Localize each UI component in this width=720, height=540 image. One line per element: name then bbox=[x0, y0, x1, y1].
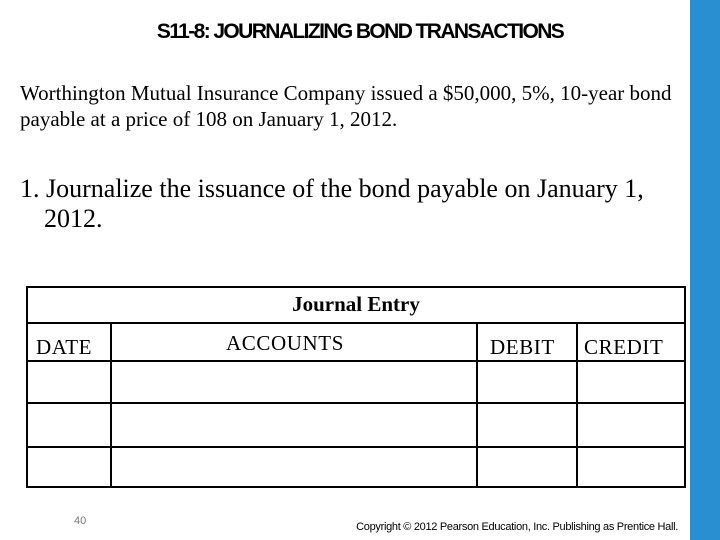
credit-cell[interactable] bbox=[578, 448, 684, 486]
date-cell[interactable] bbox=[28, 448, 110, 486]
date-cell[interactable] bbox=[28, 362, 110, 402]
journal-entry-table bbox=[26, 286, 686, 488]
table-row bbox=[28, 362, 684, 402]
column-header-accounts: ACCOUNTS bbox=[226, 331, 344, 355]
accent-side-bar bbox=[690, 0, 720, 540]
column-header-date: DATE bbox=[36, 335, 93, 359]
slide-title: S11-8: JOURNALIZING BOND TRANSACTIONS bbox=[156, 20, 564, 43]
column-header-credit: CREDIT bbox=[584, 335, 664, 359]
table-row bbox=[28, 404, 684, 446]
accounts-cell[interactable] bbox=[112, 362, 476, 402]
table-row bbox=[28, 448, 684, 486]
question-text: 1. Journalize the issuance of the bond payable on January 1, 2012. bbox=[20, 174, 644, 233]
credit-cell[interactable] bbox=[578, 404, 684, 446]
column-header-debit: DEBIT bbox=[490, 335, 555, 359]
debit-cell[interactable] bbox=[478, 448, 576, 486]
date-cell[interactable] bbox=[28, 404, 110, 446]
credit-cell[interactable] bbox=[578, 362, 684, 402]
accounts-cell[interactable] bbox=[112, 448, 476, 486]
debit-cell[interactable] bbox=[478, 362, 576, 402]
accounts-cell[interactable] bbox=[112, 404, 476, 446]
debit-cell[interactable] bbox=[478, 404, 576, 446]
copyright-notice: Copyright © 2012 Pearson Education, Inc. Publishing as Prentice Hall. bbox=[356, 521, 678, 533]
table-divider bbox=[28, 322, 684, 324]
problem-statement: Worthington Mutual Insurance Company issued a $50,000, 5%, 10-year bond payable at a price of 108 on January 1, 2012. bbox=[20, 81, 672, 131]
journal-heading: Journal Entry bbox=[292, 292, 420, 316]
page-number: 40 bbox=[74, 515, 87, 527]
